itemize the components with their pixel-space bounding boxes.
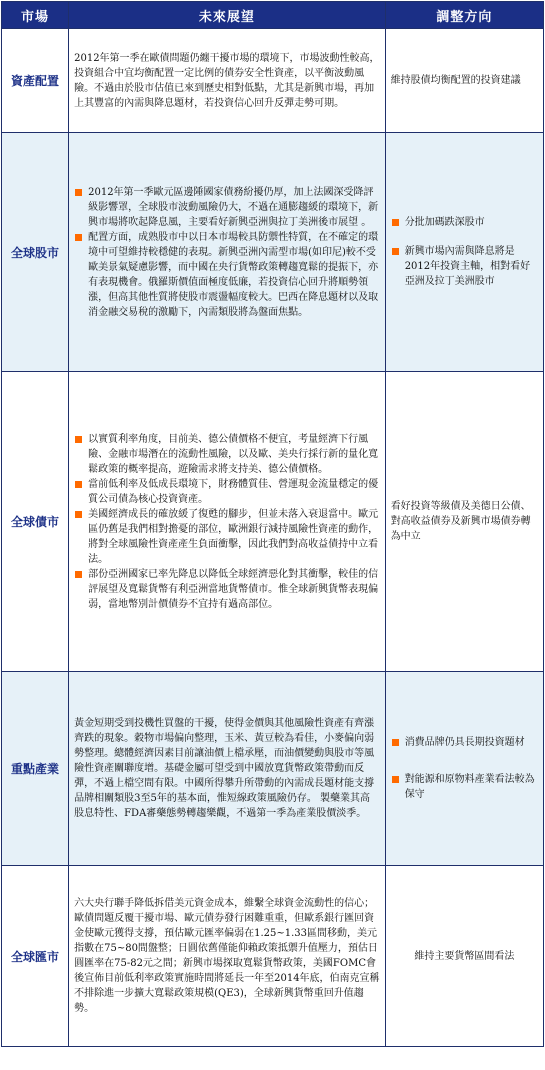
orange-bullet-icon — [392, 776, 399, 783]
outlook-bullet: 當前低利率及低成長環境下，財務體質佳、營運現金流量穩定的優質公司債為核心投資資產。 — [74, 477, 380, 507]
table-row — [2, 372, 544, 672]
outlook-bullet: 以實質利率角度，目前美、德公債價格不便宜，考量經濟下行風險、金融市場潛在的流動性風險，以及歐、美央行採行新的量化寬鬆政策的概率提高，遊險需求將支持美、德公債價格。 — [74, 432, 380, 477]
market-cell: 全球匯市 — [2, 866, 69, 1047]
orange-bullet-icon — [75, 234, 82, 241]
adjustment-text: 維持主要貨幣區間看法 — [414, 950, 515, 962]
outlook-cell — [69, 133, 386, 372]
market-cell: 資產配置 — [2, 29, 69, 133]
outlook-table — [1, 1, 544, 1047]
outlook-bullet: 2012年第一季歐元區邊陲國家債務紛擾仍厚，加上法國深受降評級影響罩，全球股市波動風險仍大，不過在通膨趨緩的環境下，新興市場將吹起降息風，主要看好新興亞洲與拉丁美洲後市展望 。 — [74, 185, 380, 230]
outlook-text: 2012年第一季在歐債問題仍纏干擾市場的環境下，市場波動性較高，投資組合中宜均衡配置一定比例的債券安全性資產，以平衡波動風險。不過由於股市估值已來到歷史相對低點，尤其是新興市場，再加上其豐富的內需與降息題材，若投資信心回升反彈走勢可期。 — [74, 52, 380, 109]
orange-bullet-icon — [392, 739, 399, 746]
adjustment-cell — [385, 372, 543, 672]
outlook-bullet: 美國經濟成長的確放緩了復甦的腳步，但並未落入衰退當中。歐元區仍舊是我們相對擔憂的部位，歐洲銀行減持風險性資產的動作，將對全球風險性資產產生負面衝擊，因此我們對高收益債持中立看法。 — [74, 507, 380, 567]
adjustment-cell — [385, 29, 543, 133]
header-market: 市場 — [2, 2, 69, 29]
outlook-cell — [69, 672, 386, 866]
outlook-bullet: 部份亞洲國家已率先降息以降低全球經濟惡化對其衝擊，較佳的信評展望及寬鬆貨幣有利亞洲當地貨幣債市。惟全球新興貨幣表現偏弱，當地幣別計價債券不宜持有過高部位。 — [74, 567, 380, 612]
adjustment-text: 看好投資等級債及美德日公債、對高收益債券及新興市場債券轉為中立 — [390, 501, 531, 542]
market-cell: 全球債市 — [2, 372, 69, 672]
table-row — [2, 133, 544, 372]
market-cell: 重點產業 — [2, 672, 69, 866]
orange-bullet-icon — [75, 189, 82, 196]
orange-bullet-icon — [75, 481, 82, 488]
adjustment-bullet: 消費品牌仍具長期投資題材 — [391, 735, 538, 750]
outlook-cell — [69, 372, 386, 672]
table-header-row — [2, 2, 544, 29]
orange-bullet-icon — [75, 571, 82, 578]
adjustment-bullet: 新興市場內需與降息將是2012年投資主軸，相對看好亞洲及拉丁美洲股市 — [391, 244, 538, 289]
outlook-cell — [69, 29, 386, 133]
orange-bullet-icon — [392, 248, 399, 255]
table-row — [2, 672, 544, 866]
table-row — [2, 866, 544, 1047]
header-outlook: 未來展望 — [69, 2, 386, 29]
outlook-cell — [69, 866, 386, 1047]
outlook-text: 六大央行聯手降低拆借美元資金成本，維繫全球資金流動性的信心；歐債問題反覆干擾市場、歐元債券發行困難重重，但歐系銀行匯回資金使歐元獲得支撐，預估歐元匯率偏弱在1.25~1.33區間移動，美元指數在75~80間盤整；日圓依舊僅能仰賴政策抵禦升值壓力，預估日圓匯率在75-82元之間；新興市場探取寬鬆貨幣政策，美國FOMC會後宣佈目前低利率政策實施時間將延長一年至2014年底，伯南克宣稱不排除進一步擴大寬鬆政策規模(QE3)，全球新興貨幣重回升值趨勢。 — [74, 898, 380, 1014]
adjustment-bullet: 分批加碼跌深股市 — [391, 215, 538, 230]
adjustment-cell — [385, 866, 543, 1047]
outlook-text: 黃金短期受到投機性買盤的干擾，使得金價與其他風險性資產有齊漲齊跌的現象。穀物市場偏向整理，玉米、黃豆較為看佳，小麥偏向弱勢整理。總體經濟因素目前讓油價上檔承壓，而油價變動與股市等風險性資產關聯度增。基礎金屬可望受到中國放寬貨幣政策帶動而反彈，不過上檔空間有限。中國所得攀升所帶動的內需成長題材能支撐品牌相關類股3至5年的基本面，惟短線政策風險仍存。 製藥業其高股息特性、FDA審藥態勢轉趨樂觀，不過第一季為產業股價淡季。 — [74, 718, 375, 819]
header-adjustment: 調整方向 — [385, 2, 543, 29]
orange-bullet-icon — [75, 436, 82, 443]
adjustment-text: 維持股債均衡配置的投資建議 — [390, 75, 521, 86]
adjustment-cell — [385, 672, 543, 866]
orange-bullet-icon — [392, 219, 399, 226]
adjustment-bullet: 對能源和原物料產業看法較為保守 — [391, 772, 538, 802]
adjustment-cell — [385, 133, 543, 372]
market-cell: 全球股市 — [2, 133, 69, 372]
outlook-bullet: 配置方面，成熟股市中以日本市場較具防禦性特質，在不確定的環境中可望維持較穩健的表現。新興亞洲內需型市場(如印尼)較不受歐美景氣疑慮影響，而中國在央行貨幣政策轉趨寬鬆的提振下，亦有表現機會。俄羅斯價值面極度低廉，若投資信心回升將順勢領漲，但高其他性質將使股市震盪幅度較大。巴西在降息題材以及取消金融交易稅的激勵下，內需類股將為盤面焦點。 — [74, 230, 380, 320]
orange-bullet-icon — [75, 511, 82, 518]
table-row — [2, 29, 544, 133]
